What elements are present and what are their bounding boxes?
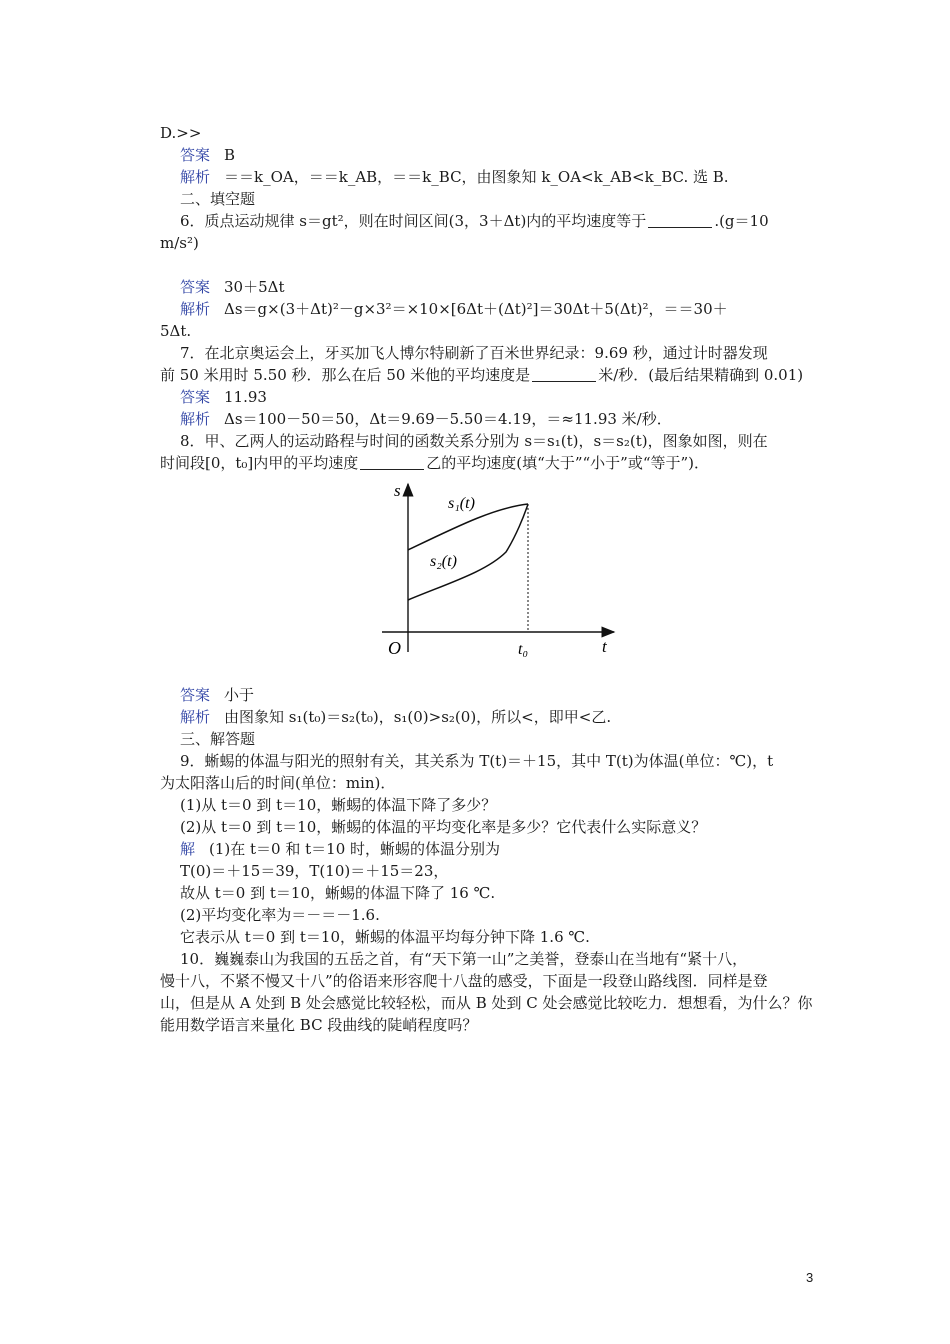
analysis-5: 解析 ＝＝k_OA，＝＝k_AB，＝＝k_BC，由图象知 k_OA<k_AB<k_BC. 选 B. [180,168,729,186]
question-7-cont: 前 50 米用时 5.50 秒．那么在后 50 米他的平均速度是 米/秒．(最后结果精确到 0.01) [160,366,804,384]
question-10-line4: 能用数学语言来量化 BC 段曲线的陡峭程度吗？ [160,1016,478,1034]
t-axis-label: t [602,637,607,656]
question-10: 10．巍巍泰山为我国的五岳之首，有“天下第一山”之美誉，登泰山在当地有“紧十八， [180,950,748,968]
analysis-7: 解析 Δs＝100－50＝50，Δt＝9.69－5.50＝4.19，＝≈11.93 米/秒． [180,410,672,428]
s1-label: s₁(t) [448,495,475,512]
answer-6: 答案 30＋5Δt [180,278,285,296]
analysis-6-cont: 5Δt. [160,322,192,340]
question-9-part1: (1)从 t＝0 到 t＝10，蜥蜴的体温下降了多少？ [180,796,497,814]
answer-blank [532,367,596,382]
option-d: D.>> [160,124,202,142]
answer-blank [648,213,712,228]
answer-blank [360,455,424,470]
analysis-6: 解析 Δs＝g×(3＋Δt)²－g×3²＝×10×[6Δt＋(Δt)²]＝30Δt＋5(Δt)²，＝＝30＋ [180,300,728,318]
question-9: 9．蜥蜴的体温与阳光的照射有关，其关系为 T(t)＝＋15，其中 T(t)为体温(单位：℃)，t [180,752,774,770]
origin-label: O [388,638,401,658]
analysis-8: 解析 由图象知 s₁(t₀)＝s₂(t₀)，s₁(0)>s₂(0)，所以<，即甲<乙. [180,708,612,726]
question-10-line3: 山，但是从 A 处到 B 处会感觉比较轻松，而从 B 处到 C 处会感觉比较吃力．想想看，为什么？你 [160,994,813,1012]
solution-9-line3: 故从 t＝0 到 t＝10，蜥蜴的体温下降了 16 ℃. [180,884,496,902]
question-7: 7．在北京奥运会上，牙买加飞人博尔特刷新了百米世界纪录：9.69 秒，通过计时器发现 [180,344,768,362]
curve-s2 [408,504,528,600]
motion-graph [366,472,628,682]
page-number: 3 [806,1270,814,1285]
t0-label: t₀ [518,641,529,658]
s2-label: s₂(t) [430,553,457,570]
solution-9-line5: 它表示从 t＝0 到 t＝10，蜥蜴的体温平均每分钟下降 1.6 ℃. [180,928,590,946]
question-9-part2: (2)从 t＝0 到 t＝10，蜥蜴的体温的平均变化率是多少？它代表什么实际意义？ [180,818,707,836]
s-axis-label: s [394,481,401,500]
answer-5: 答案 B [180,146,236,164]
question-6: 6．质点运动规律 s＝gt²，则在时间区间(3，3＋Δt)内的平均速度等于 .(g＝10 [180,212,769,230]
question-6-cont: m/s²) [160,234,199,252]
question-8: 8．甲、乙两人的运动路程与时间的函数关系分别为 s＝s₁(t)，s＝s₂(t)，图象如图，则在 [180,432,768,450]
solution-9-line4: (2)平均变化率为＝－＝－1.6. [180,906,380,924]
question-9-cont: 为太阳落山后的时间(单位：min)． [160,774,396,792]
question-8-cont: 时间段[0，t₀]内甲的平均速度 乙的平均速度(填“大于”“小于”或“等于”)． [160,454,710,472]
section-heading-3: 三、解答题 [180,730,256,748]
solution-9-line2: T(0)＝＋15＝39，T(10)＝＋15＝23， [180,862,449,880]
answer-8: 答案 小于 [180,686,255,704]
solution-9: 解 (1)在 t＝0 和 t＝10 时，蜥蜴的体温分别为 [180,840,501,858]
question-10-line2: 慢十八，不紧不慢又十八”的俗语来形容爬十八盘的感受，下面是一段登山路线图．同样是登 [160,972,768,990]
section-heading-2: 二、填空题 [180,190,256,208]
answer-7: 答案 11.93 [180,388,267,406]
